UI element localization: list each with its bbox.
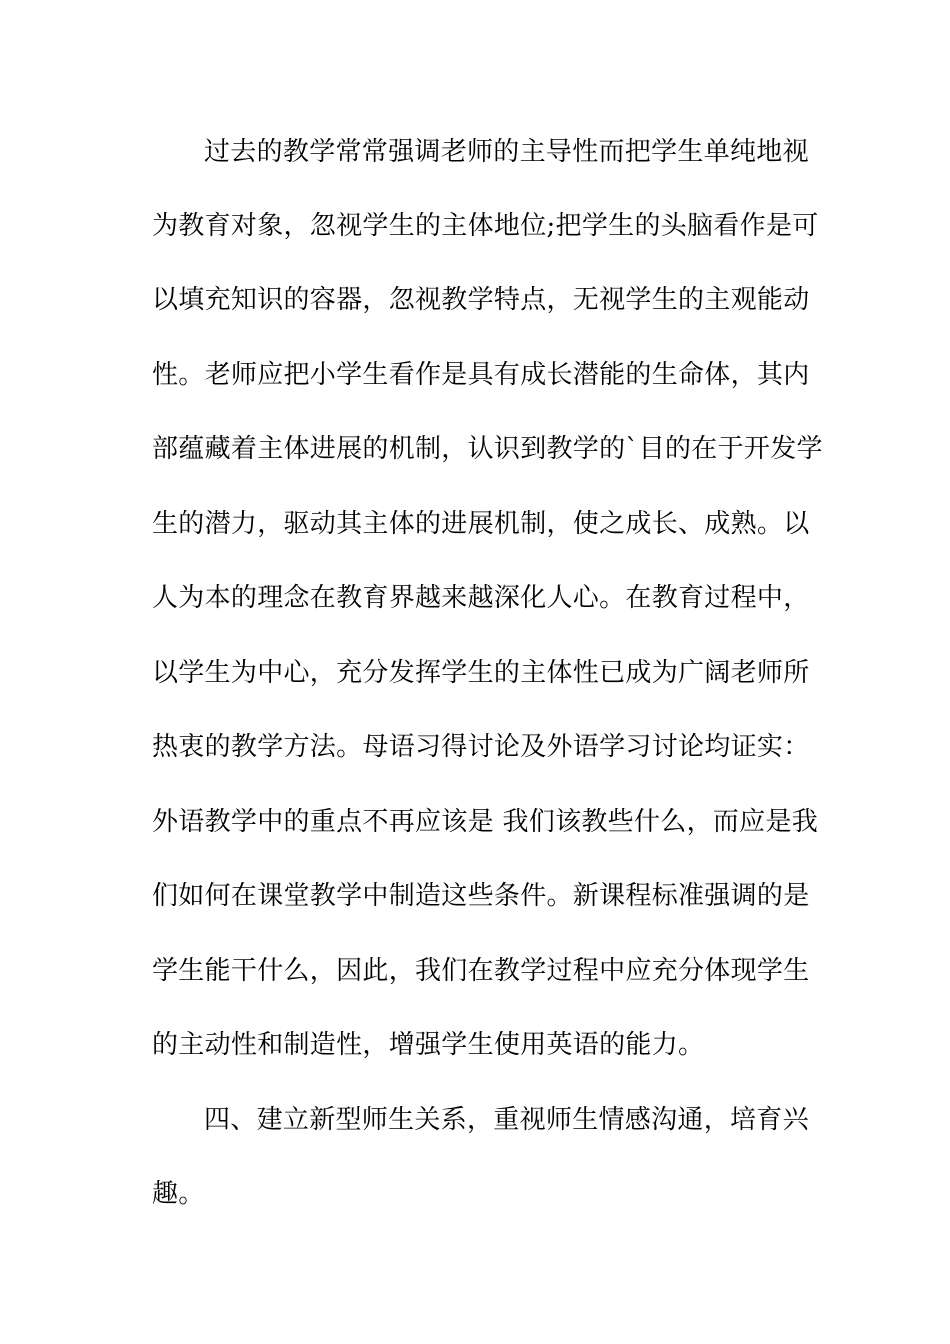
paragraph-1-line-6: 生的潜力，驱动其主体的进展机制，使之成长、成熟。以 xyxy=(152,509,810,539)
paragraph-1-line-9: 热衷的教学方法。母语习得讨论及外语学习讨论均证实： xyxy=(152,732,810,762)
paragraph-1-line-8: 以学生为中心，充分发挥学生的主体性已成为广阔老师所 xyxy=(152,658,810,688)
paragraph-1-line-3: 以填充知识的容器，忽视教学特点，无视学生的主观能动 xyxy=(152,285,810,315)
paragraph-1-line-11: 们如何在课堂教学中制造这些条件。新课程标准强调的是 xyxy=(152,881,810,911)
paragraph-1-line-1: 过去的教学常常强调老师的主导性而把学生单纯地视 xyxy=(204,137,809,167)
paragraph-1-line-4: 性。老师应把小学生看作是具有成长潜能的生命体，其内 xyxy=(152,360,810,390)
paragraph-2-line-2: 趣。 xyxy=(152,1179,205,1209)
paragraph-1-line-12: 学生能干什么，因此，我们在教学过程中应充分体现学生 xyxy=(152,956,810,986)
paragraph-1-line-7: 人为本的理念在教育界越来越深化人心。在教育过程中， xyxy=(152,583,810,613)
paragraph-1-line-13: 的主动性和制造性，增强学生使用英语的能力。 xyxy=(152,1030,705,1060)
paragraph-1-line-2: 为教育对象，忽视学生的主体地位;把学生的头脑看作是可 xyxy=(152,211,819,241)
paragraph-1-line-5: 部蕴藏着主体进展的机制，认识到教学的`目的在于开发学 xyxy=(152,434,823,464)
paragraph-2-line-1: 四、建立新型师生关系，重视师生情感沟通，培育兴 xyxy=(204,1105,809,1135)
paragraph-1-line-10: 外语教学中的重点不再应该是 我们该教些什么，而应是我 xyxy=(152,807,819,837)
